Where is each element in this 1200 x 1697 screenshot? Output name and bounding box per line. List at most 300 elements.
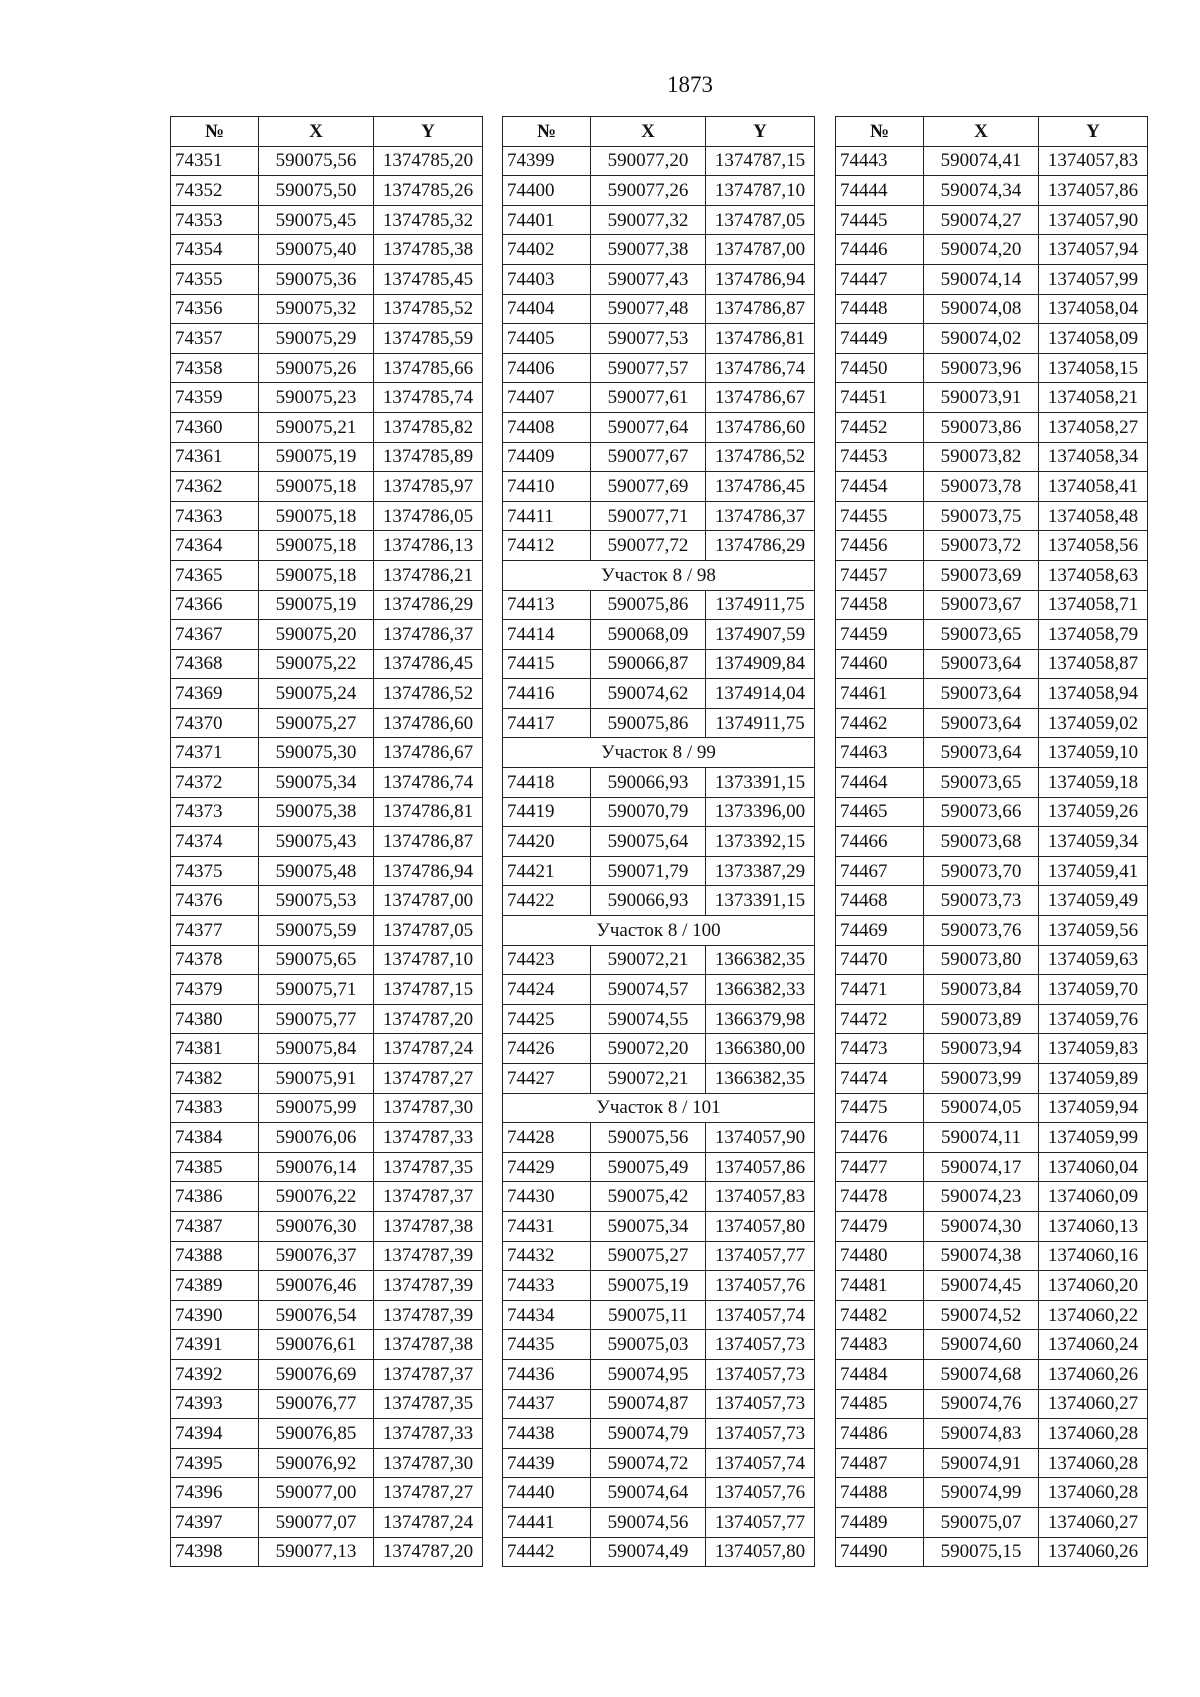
table-row (503, 827, 815, 857)
x-coordinate-cell: 590075,24 (259, 679, 374, 709)
y-coordinate-cell: 1374786,81 (374, 797, 483, 827)
table-row (836, 353, 1148, 383)
y-coordinate-cell: 1374787,39 (374, 1300, 483, 1330)
table-row (503, 679, 815, 709)
x-coordinate-cell: 590075,99 (259, 1093, 374, 1123)
point-number-cell: 74422 (503, 886, 591, 916)
section-row (503, 560, 815, 590)
point-number-cell: 74373 (171, 797, 259, 827)
x-coordinate-cell: 590076,92 (259, 1448, 374, 1478)
y-coordinate-cell: 1374786,21 (374, 560, 483, 590)
y-coordinate-cell: 1374786,37 (706, 501, 815, 531)
x-coordinate-cell: 590074,17 (924, 1152, 1039, 1182)
table-row (171, 383, 483, 413)
y-coordinate-cell: 1374785,32 (374, 205, 483, 235)
column-header-number: № (503, 117, 591, 147)
y-coordinate-cell: 1374058,27 (1039, 412, 1148, 442)
y-coordinate-cell: 1374787,39 (374, 1241, 483, 1271)
y-coordinate-cell: 1374060,20 (1039, 1271, 1148, 1301)
x-coordinate-cell: 590073,69 (924, 560, 1039, 590)
x-coordinate-cell: 590066,93 (591, 886, 706, 916)
y-coordinate-cell: 1374059,83 (1039, 1034, 1148, 1064)
table-row (171, 1093, 483, 1123)
point-number-cell: 74409 (503, 442, 591, 472)
table-row (171, 1478, 483, 1508)
y-coordinate-cell: 1374060,26 (1039, 1537, 1148, 1567)
table-row (171, 412, 483, 442)
table-row (836, 827, 1148, 857)
point-number-cell: 74437 (503, 1389, 591, 1419)
point-number-cell: 74400 (503, 176, 591, 206)
x-coordinate-cell: 590074,02 (924, 324, 1039, 354)
x-coordinate-cell: 590073,99 (924, 1064, 1039, 1094)
y-coordinate-cell: 1374787,20 (374, 1537, 483, 1567)
y-coordinate-cell: 1374785,52 (374, 294, 483, 324)
table-row (836, 1389, 1148, 1419)
table-row (503, 708, 815, 738)
y-coordinate-cell: 1374786,45 (706, 472, 815, 502)
table-row (503, 176, 815, 206)
x-coordinate-cell: 590073,80 (924, 945, 1039, 975)
y-coordinate-cell: 1374786,81 (706, 324, 815, 354)
table-row (503, 1478, 815, 1508)
y-coordinate-cell: 1374058,48 (1039, 501, 1148, 531)
x-coordinate-cell: 590075,26 (259, 353, 374, 383)
x-coordinate-cell: 590072,21 (591, 1064, 706, 1094)
point-number-cell: 74446 (836, 235, 924, 265)
y-coordinate-cell: 1374785,82 (374, 412, 483, 442)
table-row (171, 1448, 483, 1478)
point-number-cell: 74392 (171, 1359, 259, 1389)
point-number-cell: 74369 (171, 679, 259, 709)
table-row (836, 1330, 1148, 1360)
x-coordinate-cell: 590074,56 (591, 1507, 706, 1537)
point-number-cell: 74487 (836, 1448, 924, 1478)
point-number-cell: 74371 (171, 738, 259, 768)
table-row (503, 1300, 815, 1330)
y-coordinate-cell: 1374787,30 (374, 1093, 483, 1123)
point-number-cell: 74374 (171, 827, 259, 857)
y-coordinate-cell: 1374058,09 (1039, 324, 1148, 354)
y-coordinate-cell: 1374057,77 (706, 1241, 815, 1271)
x-coordinate-cell: 590073,91 (924, 383, 1039, 413)
y-coordinate-cell: 1374060,09 (1039, 1182, 1148, 1212)
point-number-cell: 74442 (503, 1537, 591, 1567)
point-number-cell: 74376 (171, 886, 259, 916)
point-number-cell: 74428 (503, 1123, 591, 1153)
table-row (503, 442, 815, 472)
x-coordinate-cell: 590076,54 (259, 1300, 374, 1330)
point-number-cell: 74425 (503, 1004, 591, 1034)
point-number-cell: 74416 (503, 679, 591, 709)
x-coordinate-cell: 590074,27 (924, 205, 1039, 235)
x-coordinate-cell: 590073,84 (924, 975, 1039, 1005)
x-coordinate-cell: 590075,77 (259, 1004, 374, 1034)
y-coordinate-cell: 1373391,15 (706, 886, 815, 916)
table-row (836, 916, 1148, 946)
point-number-cell: 74388 (171, 1241, 259, 1271)
x-coordinate-cell: 590070,79 (591, 797, 706, 827)
y-coordinate-cell: 1366379,98 (706, 1004, 815, 1034)
coordinates-table-3 (835, 116, 1148, 1567)
table-row (171, 975, 483, 1005)
x-coordinate-cell: 590066,93 (591, 768, 706, 798)
point-number-cell: 74465 (836, 797, 924, 827)
table-row (171, 1537, 483, 1567)
y-coordinate-cell: 1374787,38 (374, 1330, 483, 1360)
x-coordinate-cell: 590077,71 (591, 501, 706, 531)
y-coordinate-cell: 1374787,00 (374, 886, 483, 916)
table-row (171, 738, 483, 768)
x-coordinate-cell: 590075,30 (259, 738, 374, 768)
y-coordinate-cell: 1373392,15 (706, 827, 815, 857)
x-coordinate-cell: 590077,48 (591, 294, 706, 324)
table-row (836, 1211, 1148, 1241)
x-coordinate-cell: 590074,64 (591, 1478, 706, 1508)
x-coordinate-cell: 590077,13 (259, 1537, 374, 1567)
y-coordinate-cell: 1374786,67 (374, 738, 483, 768)
table-row (836, 1034, 1148, 1064)
point-number-cell: 74404 (503, 294, 591, 324)
table-row (836, 472, 1148, 502)
y-coordinate-cell: 1374059,99 (1039, 1123, 1148, 1153)
point-number-cell: 74372 (171, 768, 259, 798)
point-number-cell: 74451 (836, 383, 924, 413)
point-number-cell: 74377 (171, 916, 259, 946)
table-row (171, 176, 483, 206)
point-number-cell: 74473 (836, 1034, 924, 1064)
table-row (836, 768, 1148, 798)
point-number-cell: 74458 (836, 590, 924, 620)
y-coordinate-cell: 1374057,74 (706, 1300, 815, 1330)
x-coordinate-cell: 590075,65 (259, 945, 374, 975)
table-row (171, 1034, 483, 1064)
x-coordinate-cell: 590075,18 (259, 501, 374, 531)
table-row (503, 146, 815, 176)
point-number-cell: 74386 (171, 1182, 259, 1212)
x-coordinate-cell: 590075,23 (259, 383, 374, 413)
y-coordinate-cell: 1374787,35 (374, 1152, 483, 1182)
point-number-cell: 74470 (836, 945, 924, 975)
x-coordinate-cell: 590074,52 (924, 1300, 1039, 1330)
x-coordinate-cell: 590073,73 (924, 886, 1039, 916)
x-coordinate-cell: 590073,68 (924, 827, 1039, 857)
x-coordinate-cell: 590075,22 (259, 649, 374, 679)
x-coordinate-cell: 590074,68 (924, 1359, 1039, 1389)
table-row (836, 1004, 1148, 1034)
x-coordinate-cell: 590074,08 (924, 294, 1039, 324)
column-header-y: Y (374, 117, 483, 147)
point-number-cell: 74452 (836, 412, 924, 442)
x-coordinate-cell: 590077,69 (591, 472, 706, 502)
table-row (171, 620, 483, 650)
table-row (503, 264, 815, 294)
point-number-cell: 74449 (836, 324, 924, 354)
table-row (836, 560, 1148, 590)
table-row (503, 856, 815, 886)
y-coordinate-cell: 1366382,33 (706, 975, 815, 1005)
y-coordinate-cell: 1374059,70 (1039, 975, 1148, 1005)
table-row (171, 1300, 483, 1330)
y-coordinate-cell: 1374786,37 (374, 620, 483, 650)
table-row (171, 768, 483, 798)
x-coordinate-cell: 590075,20 (259, 620, 374, 650)
x-coordinate-cell: 590075,71 (259, 975, 374, 1005)
x-coordinate-cell: 590073,89 (924, 1004, 1039, 1034)
y-coordinate-cell: 1374058,87 (1039, 649, 1148, 679)
table-row (503, 1537, 815, 1567)
point-number-cell: 74387 (171, 1211, 259, 1241)
x-coordinate-cell: 590074,79 (591, 1419, 706, 1449)
point-number-cell: 74381 (171, 1034, 259, 1064)
x-coordinate-cell: 590077,20 (591, 146, 706, 176)
x-coordinate-cell: 590073,94 (924, 1034, 1039, 1064)
x-coordinate-cell: 590075,03 (591, 1330, 706, 1360)
table-row (171, 1182, 483, 1212)
table-row (836, 1448, 1148, 1478)
x-coordinate-cell: 590073,78 (924, 472, 1039, 502)
point-number-cell: 74436 (503, 1359, 591, 1389)
x-coordinate-cell: 590075,43 (259, 827, 374, 857)
table-row (836, 975, 1148, 1005)
x-coordinate-cell: 590077,57 (591, 353, 706, 383)
y-coordinate-cell: 1374060,24 (1039, 1330, 1148, 1360)
x-coordinate-cell: 590074,05 (924, 1093, 1039, 1123)
table-row (171, 886, 483, 916)
x-coordinate-cell: 590076,77 (259, 1389, 374, 1419)
y-coordinate-cell: 1374785,26 (374, 176, 483, 206)
y-coordinate-cell: 1374057,73 (706, 1419, 815, 1449)
x-coordinate-cell: 590076,69 (259, 1359, 374, 1389)
x-coordinate-cell: 590075,27 (591, 1241, 706, 1271)
x-coordinate-cell: 590075,27 (259, 708, 374, 738)
table-row (836, 620, 1148, 650)
point-number-cell: 74407 (503, 383, 591, 413)
x-coordinate-cell: 590075,07 (924, 1507, 1039, 1537)
table-row (171, 501, 483, 531)
table-row (171, 1123, 483, 1153)
y-coordinate-cell: 1374786,13 (374, 531, 483, 561)
point-number-cell: 74352 (171, 176, 259, 206)
y-coordinate-cell: 1374914,04 (706, 679, 815, 709)
y-coordinate-cell: 1374911,75 (706, 590, 815, 620)
point-number-cell: 74438 (503, 1419, 591, 1449)
x-coordinate-cell: 590075,11 (591, 1300, 706, 1330)
point-number-cell: 74382 (171, 1064, 259, 1094)
x-coordinate-cell: 590073,67 (924, 590, 1039, 620)
y-coordinate-cell: 1373396,00 (706, 797, 815, 827)
table-row (836, 708, 1148, 738)
y-coordinate-cell: 1374787,33 (374, 1123, 483, 1153)
x-coordinate-cell: 590068,09 (591, 620, 706, 650)
y-coordinate-cell: 1374057,83 (706, 1182, 815, 1212)
y-coordinate-cell: 1374786,60 (374, 708, 483, 738)
x-coordinate-cell: 590074,87 (591, 1389, 706, 1419)
column-header-x: X (259, 117, 374, 147)
table-row (171, 1211, 483, 1241)
table-row (171, 205, 483, 235)
table-row (836, 501, 1148, 531)
x-coordinate-cell: 590075,86 (591, 590, 706, 620)
table-row (171, 797, 483, 827)
point-number-cell: 74424 (503, 975, 591, 1005)
point-number-cell: 74474 (836, 1064, 924, 1094)
point-number-cell: 74397 (171, 1507, 259, 1537)
x-coordinate-cell: 590074,23 (924, 1182, 1039, 1212)
section-label: Участок 8 / 99 (503, 738, 815, 768)
point-number-cell: 74429 (503, 1152, 591, 1182)
y-coordinate-cell: 1374787,15 (706, 146, 815, 176)
table-row (171, 1152, 483, 1182)
point-number-cell: 74488 (836, 1478, 924, 1508)
table-row (836, 945, 1148, 975)
x-coordinate-cell: 590077,61 (591, 383, 706, 413)
y-coordinate-cell: 1374786,87 (374, 827, 483, 857)
table-row (171, 1389, 483, 1419)
point-number-cell: 74402 (503, 235, 591, 265)
point-number-cell: 74359 (171, 383, 259, 413)
table-row (503, 649, 815, 679)
table-row (836, 797, 1148, 827)
y-coordinate-cell: 1374059,34 (1039, 827, 1148, 857)
y-coordinate-cell: 1374786,29 (374, 590, 483, 620)
table-row (836, 1064, 1148, 1094)
x-coordinate-cell: 590077,64 (591, 412, 706, 442)
y-coordinate-cell: 1374057,80 (706, 1537, 815, 1567)
table-row (836, 590, 1148, 620)
y-coordinate-cell: 1374787,33 (374, 1419, 483, 1449)
y-coordinate-cell: 1374786,45 (374, 649, 483, 679)
point-number-cell: 74418 (503, 768, 591, 798)
point-number-cell: 74433 (503, 1271, 591, 1301)
x-coordinate-cell: 590075,15 (924, 1537, 1039, 1567)
x-coordinate-cell: 590073,64 (924, 738, 1039, 768)
y-coordinate-cell: 1374786,74 (706, 353, 815, 383)
y-coordinate-cell: 1374785,59 (374, 324, 483, 354)
y-coordinate-cell: 1374060,27 (1039, 1389, 1148, 1419)
table-row (171, 945, 483, 975)
y-coordinate-cell: 1374059,94 (1039, 1093, 1148, 1123)
x-coordinate-cell: 590076,37 (259, 1241, 374, 1271)
y-coordinate-cell: 1373387,29 (706, 856, 815, 886)
point-number-cell: 74360 (171, 412, 259, 442)
y-coordinate-cell: 1374057,94 (1039, 235, 1148, 265)
table-row (836, 146, 1148, 176)
y-coordinate-cell: 1374785,74 (374, 383, 483, 413)
x-coordinate-cell: 590076,61 (259, 1330, 374, 1360)
x-coordinate-cell: 590077,07 (259, 1507, 374, 1537)
y-coordinate-cell: 1374057,76 (706, 1478, 815, 1508)
x-coordinate-cell: 590075,34 (259, 768, 374, 798)
point-number-cell: 74472 (836, 1004, 924, 1034)
point-number-cell: 74380 (171, 1004, 259, 1034)
x-coordinate-cell: 590075,84 (259, 1034, 374, 1064)
x-coordinate-cell: 590074,49 (591, 1537, 706, 1567)
point-number-cell: 74361 (171, 442, 259, 472)
point-number-cell: 74454 (836, 472, 924, 502)
point-number-cell: 74459 (836, 620, 924, 650)
point-number-cell: 74427 (503, 1064, 591, 1094)
table-row (171, 1271, 483, 1301)
point-number-cell: 74353 (171, 205, 259, 235)
x-coordinate-cell: 590075,38 (259, 797, 374, 827)
y-coordinate-cell: 1374060,13 (1039, 1211, 1148, 1241)
y-coordinate-cell: 1374060,22 (1039, 1300, 1148, 1330)
table-row (503, 205, 815, 235)
point-number-cell: 74384 (171, 1123, 259, 1153)
table-row (171, 827, 483, 857)
y-coordinate-cell: 1374785,66 (374, 353, 483, 383)
x-coordinate-cell: 590075,34 (591, 1211, 706, 1241)
table-row (171, 294, 483, 324)
y-coordinate-cell: 1366382,35 (706, 1064, 815, 1094)
point-number-cell: 74362 (171, 472, 259, 502)
y-coordinate-cell: 1374057,73 (706, 1330, 815, 1360)
y-coordinate-cell: 1374059,89 (1039, 1064, 1148, 1094)
x-coordinate-cell: 590073,64 (924, 708, 1039, 738)
x-coordinate-cell: 590074,60 (924, 1330, 1039, 1360)
y-coordinate-cell: 1374060,28 (1039, 1478, 1148, 1508)
table-row (171, 916, 483, 946)
point-number-cell: 74389 (171, 1271, 259, 1301)
section-row (503, 738, 815, 768)
x-coordinate-cell: 590073,66 (924, 797, 1039, 827)
y-coordinate-cell: 1374787,27 (374, 1478, 483, 1508)
table-row (171, 1064, 483, 1094)
y-coordinate-cell: 1374058,79 (1039, 620, 1148, 650)
point-number-cell: 74439 (503, 1448, 591, 1478)
table-row (503, 1507, 815, 1537)
y-coordinate-cell: 1374911,75 (706, 708, 815, 738)
x-coordinate-cell: 590073,86 (924, 412, 1039, 442)
point-number-cell: 74482 (836, 1300, 924, 1330)
point-number-cell: 74403 (503, 264, 591, 294)
y-coordinate-cell: 1374786,52 (374, 679, 483, 709)
table-row (503, 501, 815, 531)
table-row (171, 442, 483, 472)
table-row (503, 1419, 815, 1449)
x-coordinate-cell: 590077,67 (591, 442, 706, 472)
point-number-cell: 74368 (171, 649, 259, 679)
table-row (503, 1359, 815, 1389)
table-row (503, 1448, 815, 1478)
x-coordinate-cell: 590073,96 (924, 353, 1039, 383)
point-number-cell: 74453 (836, 442, 924, 472)
y-coordinate-cell: 1374787,39 (374, 1271, 483, 1301)
y-coordinate-cell: 1374059,63 (1039, 945, 1148, 975)
x-coordinate-cell: 590073,76 (924, 916, 1039, 946)
table-row (171, 146, 483, 176)
x-coordinate-cell: 590074,11 (924, 1123, 1039, 1153)
table-row (171, 472, 483, 502)
table-row (503, 1389, 815, 1419)
point-number-cell: 74469 (836, 916, 924, 946)
point-number-cell: 74455 (836, 501, 924, 531)
y-coordinate-cell: 1374787,35 (374, 1389, 483, 1419)
y-coordinate-cell: 1374057,99 (1039, 264, 1148, 294)
x-coordinate-cell: 590074,83 (924, 1419, 1039, 1449)
x-coordinate-cell: 590077,72 (591, 531, 706, 561)
x-coordinate-cell: 590075,42 (591, 1182, 706, 1212)
table-row (836, 856, 1148, 886)
table-row (836, 1093, 1148, 1123)
column-header-number: № (836, 117, 924, 147)
table-row (171, 1330, 483, 1360)
x-coordinate-cell: 590075,32 (259, 294, 374, 324)
x-coordinate-cell: 590075,64 (591, 827, 706, 857)
point-number-cell: 74464 (836, 768, 924, 798)
point-number-cell: 74395 (171, 1448, 259, 1478)
